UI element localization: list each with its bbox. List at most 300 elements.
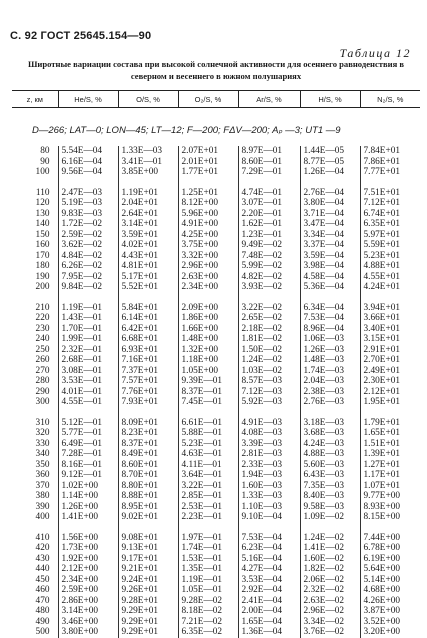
value-cell: 9.10E—04 [238,512,300,523]
value-cell: 1.06E—03 [300,334,360,345]
spacer-cell [178,178,238,188]
value-cell: 8.09E+01 [118,418,178,429]
value-cell: 1.95E+01 [360,397,420,408]
value-cell: 5.17E+01 [118,272,178,283]
value-cell: 8.97E—01 [238,146,300,157]
value-cell: 9.28E+01 [118,596,178,607]
value-cell: 1.07E+01 [360,481,420,492]
value-cell: 1.65E—04 [238,617,300,628]
altitude-cell: 310 [35,417,50,428]
column-header-table [12,90,420,108]
value-cell: 2.32E—02 [300,585,360,596]
altitude-cell: 360 [35,470,50,480]
value-cell: 4.24E—03 [300,439,360,450]
altitude-cell: 170 [35,250,50,261]
value-cell: 7.84E+01 [360,146,420,157]
value-cell: 1.74E—03 [300,366,360,377]
value-cell: 1.60E—03 [238,481,300,492]
value-cell: 1.41E+00 [58,512,118,523]
table-row [12,564,420,575]
value-cell: 8.80E+01 [118,481,178,492]
value-cell: 2.86E+00 [58,596,118,607]
column-header: Ar/S, % [238,91,300,108]
value-cell: 5.96E+00 [178,209,238,220]
value-cell: 1.27E+01 [360,460,420,471]
column-header-row [12,91,420,108]
value-cell: 5.92E—03 [238,397,300,408]
spacer-cell [300,293,360,303]
value-cell: 3.66E+01 [360,313,420,324]
altitude-cell: 80 [40,146,50,156]
table-row [12,230,420,241]
table-row [12,198,420,209]
value-cell: 9.28E—02 [178,596,238,607]
value-cell: 1.33E—03 [238,491,300,502]
value-cell: 2.91E+01 [360,345,420,356]
value-cell: 2.96E+00 [178,261,238,272]
value-cell: 3.14E+01 [118,219,178,230]
altitude-cell: 140 [35,219,50,229]
value-cell: 3.59E—04 [300,251,360,262]
value-cell: 5.59E+01 [360,240,420,251]
value-cell: 1.26E—04 [300,167,360,178]
value-cell: 1.72E—02 [58,219,118,230]
value-cell: 5.23E+01 [360,251,420,262]
value-cell: 1.39E+01 [360,449,420,460]
column-header: He/S, % [58,91,118,108]
value-cell: 9.49E—02 [238,240,300,251]
value-cell: 5.60E—03 [300,460,360,471]
value-cell: 7.12E—03 [238,387,300,398]
value-cell: 3.14E+00 [58,606,118,617]
spacer-cell [238,523,300,533]
value-cell: 1.50E—02 [238,345,300,356]
value-cell: 4.74E—01 [238,188,300,199]
group-spacer [12,293,420,303]
value-cell: 1.66E+00 [178,324,238,335]
value-cell: 1.81E—02 [238,334,300,345]
value-cell: 4.11E—01 [178,460,238,471]
value-cell: 5.14E+00 [360,575,420,586]
table-row [12,219,420,230]
value-cell: 1.74E—01 [178,543,238,554]
value-cell: 4.91E—03 [238,418,300,429]
table-row [12,502,420,513]
altitude-cell: 110 [35,187,50,198]
value-cell: 9.84E—02 [58,282,118,293]
value-cell: 4.91E+00 [178,219,238,230]
value-cell: 3.34E—04 [300,230,360,241]
value-cell: 6.61E—01 [178,418,238,429]
value-cell: 1.62E—01 [238,219,300,230]
value-cell: 7.35E—03 [300,481,360,492]
table-row [12,303,420,314]
value-cell: 1.17E+01 [360,470,420,481]
value-cell: 1.24E—02 [300,533,360,544]
value-cell: 9.08E+01 [118,533,178,544]
value-cell: 1.56E+00 [58,533,118,544]
table-row [12,585,420,596]
value-cell: 1.79E+01 [360,418,420,429]
value-cell: 5.12E—01 [58,418,118,429]
value-cell: 3.18E—03 [300,418,360,429]
altitude-cell: 460 [35,585,50,595]
value-cell: 2.18E—02 [238,324,300,335]
value-cell: 7.48E—02 [238,251,300,262]
value-cell: 4.88E+01 [360,261,420,272]
value-cell: 5.97E+01 [360,230,420,241]
value-cell: 3.22E—02 [238,303,300,314]
value-cell: 3.64E—01 [178,470,238,481]
spacer-cell [238,178,300,188]
value-cell: 4.08E—03 [238,428,300,439]
value-cell: 2.70E+01 [360,355,420,366]
value-cell: 2.59E—02 [58,230,118,241]
value-cell: 7.77E+01 [360,167,420,178]
value-cell: 4.25E+00 [178,230,238,241]
altitude-cell: 300 [35,397,50,407]
value-cell: 2.20E—01 [238,209,300,220]
value-cell: 9.29E+01 [118,617,178,628]
altitude-cell: 380 [35,491,50,501]
value-cell: 4.24E+01 [360,282,420,293]
value-cell: 8.23E+01 [118,428,178,439]
value-cell: 4.55E—01 [58,397,118,408]
table-row [12,355,420,366]
value-cell: 9.29E+01 [118,606,178,617]
value-cell: 8.88E+01 [118,491,178,502]
value-cell: 1.97E—01 [178,533,238,544]
value-cell: 5.84E+01 [118,303,178,314]
value-cell: 2.85E—01 [178,491,238,502]
value-cell: 1.77E+01 [178,167,238,178]
value-cell: 1.33E—03 [118,146,178,157]
altitude-cell: 470 [35,595,50,606]
value-cell: 7.44E+00 [360,533,420,544]
table-row [12,345,420,356]
table-row [12,313,420,324]
value-cell: 8.37E—01 [178,387,238,398]
value-cell: 3.07E—01 [238,198,300,209]
value-cell: 8.96E—04 [300,324,360,335]
table-row [12,554,420,565]
value-cell: 5.19E—03 [58,198,118,209]
value-cell: 6.78E+00 [360,543,420,554]
table-row [12,428,420,439]
value-cell: 9.56E—04 [58,167,118,178]
spacer-cell [360,293,420,303]
spacer-cell [300,523,360,533]
spacer-cell [118,408,178,418]
value-cell: 3.71E—04 [300,209,360,220]
column-header: O/S, % [118,91,178,108]
spacer-cell [178,408,238,418]
value-cell: 4.82E—02 [238,272,300,283]
altitude-cell: 330 [35,438,50,449]
altitude-cell: 430 [35,553,50,564]
value-cell: 8.37E+01 [118,439,178,450]
value-cell: 8.57E—03 [238,376,300,387]
altitude-cell: 490 [35,616,50,627]
altitude-cell: 390 [35,501,50,512]
value-cell: 2.07E+01 [178,146,238,157]
value-cell: 6.68E+01 [118,334,178,345]
column-header: H/S, % [300,91,360,108]
value-cell: 9.21E+01 [118,564,178,575]
value-cell: 2.65E—02 [238,313,300,324]
altitude-cell: 160 [35,240,50,250]
value-cell: 1.19E+01 [118,188,178,199]
column-header: O₂/S, % [178,91,238,108]
table-row [12,334,420,345]
table-row [12,251,420,262]
table-row [12,397,420,408]
value-cell: 5.52E+01 [118,282,178,293]
value-cell: 7.93E+01 [118,397,178,408]
altitude-cell: 500 [35,627,50,637]
value-cell: 7.45E—01 [178,397,238,408]
table-row [12,324,420,335]
value-cell: 3.46E+00 [58,617,118,628]
value-cell: 1.24E—02 [238,355,300,366]
altitude-cell: 340 [35,449,50,459]
table-row [12,376,420,387]
value-cell: 3.93E—02 [238,282,300,293]
altitude-cell: 200 [35,282,50,292]
altitude-cell: 260 [35,355,50,365]
value-cell: 1.94E—03 [238,470,300,481]
value-cell: 7.86E+01 [360,157,420,168]
value-cell: 2.49E+01 [360,366,420,377]
value-cell: 3.41E—01 [118,157,178,168]
value-cell: 2.38E—03 [300,387,360,398]
value-cell: 1.03E—02 [238,366,300,377]
group-spacer [12,523,420,533]
group-spacer [12,178,420,188]
data-table-body [12,146,420,638]
table-label: Таблица 12 [339,46,411,60]
spacer-cell [118,178,178,188]
table-row [12,439,420,450]
value-cell: 2.33E—03 [238,460,300,471]
value-cell: 2.04E+01 [118,198,178,209]
value-cell: 2.23E—01 [178,512,238,523]
value-cell: 3.15E+01 [360,334,420,345]
table-row [12,575,420,586]
value-cell: 2.34E+00 [178,282,238,293]
value-cell: 3.40E+01 [360,324,420,335]
value-cell: 9.83E—03 [58,209,118,220]
table-row [12,481,420,492]
value-cell: 4.43E+01 [118,251,178,262]
table-row [12,596,420,607]
value-cell: 1.02E+00 [58,481,118,492]
value-cell: 2.01E+01 [178,157,238,168]
value-cell: 5.54E—04 [58,146,118,157]
value-cell: 2.64E+01 [118,209,178,220]
value-cell: 1.41E—02 [300,543,360,554]
value-cell: 4.27E—04 [238,564,300,575]
altitude-cell: 210 [35,302,50,313]
value-cell: 9.29E+01 [118,627,178,638]
group-spacer [12,408,420,418]
altitude-cell: 290 [35,386,50,397]
value-cell: 7.95E—02 [58,272,118,283]
value-cell: 1.70E—01 [58,324,118,335]
value-cell: 6.35E—02 [178,627,238,638]
value-cell: 8.93E+00 [360,502,420,513]
spacer-cell [360,178,420,188]
spacer-cell [12,178,58,188]
value-cell: 6.34E—04 [300,303,360,314]
value-cell: 2.41E—04 [238,596,300,607]
value-cell: 1.26E—03 [300,345,360,356]
value-cell: 2.76E—04 [300,188,360,199]
value-cell: 4.58E—04 [300,272,360,283]
value-cell: 3.22E—01 [178,481,238,492]
value-cell: 1.65E+01 [360,428,420,439]
value-cell: 3.53E—01 [58,376,118,387]
value-cell: 4.01E—01 [58,387,118,398]
value-cell: 1.32E+00 [178,345,238,356]
value-cell: 1.48E—03 [300,355,360,366]
value-cell: 6.49E—01 [58,439,118,450]
value-cell: 3.37E—04 [300,240,360,251]
value-cell: 1.86E+00 [178,313,238,324]
value-cell: 2.09E+00 [178,303,238,314]
value-cell: 7.76E+01 [118,387,178,398]
value-cell: 1.26E+00 [58,502,118,513]
table-row [12,157,420,168]
altitude-cell: 240 [35,334,50,344]
value-cell: 2.76E—03 [300,397,360,408]
value-cell: 3.75E+00 [178,240,238,251]
value-cell: 3.80E—04 [300,198,360,209]
altitude-cell: 270 [35,365,50,376]
table-row [12,617,420,628]
column-header: z, км [12,91,58,108]
table-row [12,387,420,398]
spacer-cell [178,523,238,533]
value-cell: 5.23E—01 [178,439,238,450]
value-cell: 2.53E—01 [178,502,238,513]
value-cell: 2.04E—03 [300,376,360,387]
table-row [12,272,420,283]
table-row [12,366,420,377]
value-cell: 9.17E+01 [118,554,178,565]
spacer-cell [118,523,178,533]
value-cell: 3.87E+00 [360,606,420,617]
value-cell: 5.16E—04 [238,554,300,565]
value-cell: 4.88E—03 [300,449,360,460]
value-cell: 1.35E—01 [178,564,238,575]
value-cell: 2.00E—04 [238,606,300,617]
altitude-cell: 370 [35,480,50,491]
table-row [12,533,420,544]
altitude-cell: 100 [35,167,50,177]
spacer-cell [300,178,360,188]
value-cell: 6.16E—04 [58,157,118,168]
value-cell: 1.82E—02 [300,564,360,575]
value-cell: 9.58E—03 [300,502,360,513]
spacer-cell [58,523,118,533]
value-cell: 1.19E—01 [178,575,238,586]
value-cell: 7.21E—02 [178,617,238,628]
value-cell: 2.63E—02 [300,596,360,607]
value-cell: 5.36E—04 [300,282,360,293]
value-cell: 3.85E+00 [118,167,178,178]
value-cell: 1.53E—01 [178,554,238,565]
column-header: N₂/S, % [360,91,420,108]
table-caption: Широтные вариации состава при высокой солнечной активности для осеннего равноденствия в северном и весеннего в южном полушариях [27,59,405,81]
value-cell: 8.40E—03 [300,491,360,502]
altitude-cell: 190 [35,271,50,282]
value-cell: 6.23E—04 [238,543,300,554]
value-cell: 1.14E+00 [58,491,118,502]
value-cell: 3.94E+01 [360,303,420,314]
value-cell: 3.80E+00 [58,627,118,638]
value-cell: 6.74E+01 [360,209,420,220]
value-cell: 1.73E+00 [58,543,118,554]
value-cell: 9.24E+01 [118,575,178,586]
spacer-cell [238,293,300,303]
altitude-cell: 180 [35,261,50,271]
value-cell: 8.49E+01 [118,449,178,460]
value-cell: 7.53E—04 [300,313,360,324]
value-cell: 1.43E—01 [58,313,118,324]
value-cell: 5.88E—01 [178,428,238,439]
value-cell: 4.84E—02 [58,251,118,262]
value-cell: 2.81E—03 [238,449,300,460]
value-cell: 2.96E—02 [300,606,360,617]
value-cell: 8.60E—01 [238,157,300,168]
table-row [12,512,420,523]
altitude-cell: 480 [35,606,50,616]
table-row [12,491,420,502]
value-cell: 7.37E+01 [118,366,178,377]
value-cell: 5.99E—02 [238,261,300,272]
altitude-cell: 350 [35,459,50,470]
value-cell: 3.59E+01 [118,230,178,241]
altitude-cell: 120 [35,198,50,208]
altitude-cell: 230 [35,323,50,334]
table-row [12,418,420,429]
spacer-cell [12,293,58,303]
value-cell: 1.51E+01 [360,439,420,450]
value-cell: 1.10E—03 [238,502,300,513]
value-cell: 4.81E+01 [118,261,178,272]
value-cell: 6.14E+01 [118,313,178,324]
value-cell: 2.92E—04 [238,585,300,596]
altitude-cell: 420 [35,543,50,553]
value-cell: 9.77E+00 [360,491,420,502]
spacer-cell [12,408,58,418]
table-row [12,460,420,471]
value-cell: 5.64E+00 [360,564,420,575]
table-row [12,470,420,481]
value-cell: 8.60E+01 [118,460,178,471]
value-cell: 3.76E—02 [300,627,360,638]
value-cell: 2.47E—03 [58,188,118,199]
value-cell: 3.34E—02 [300,617,360,628]
value-cell: 3.20E+00 [360,627,420,638]
value-cell: 2.63E+00 [178,272,238,283]
spacer-cell [58,408,118,418]
value-cell: 2.30E+01 [360,376,420,387]
table-row [12,606,420,617]
value-cell: 1.25E+01 [178,188,238,199]
table-row [12,282,420,293]
